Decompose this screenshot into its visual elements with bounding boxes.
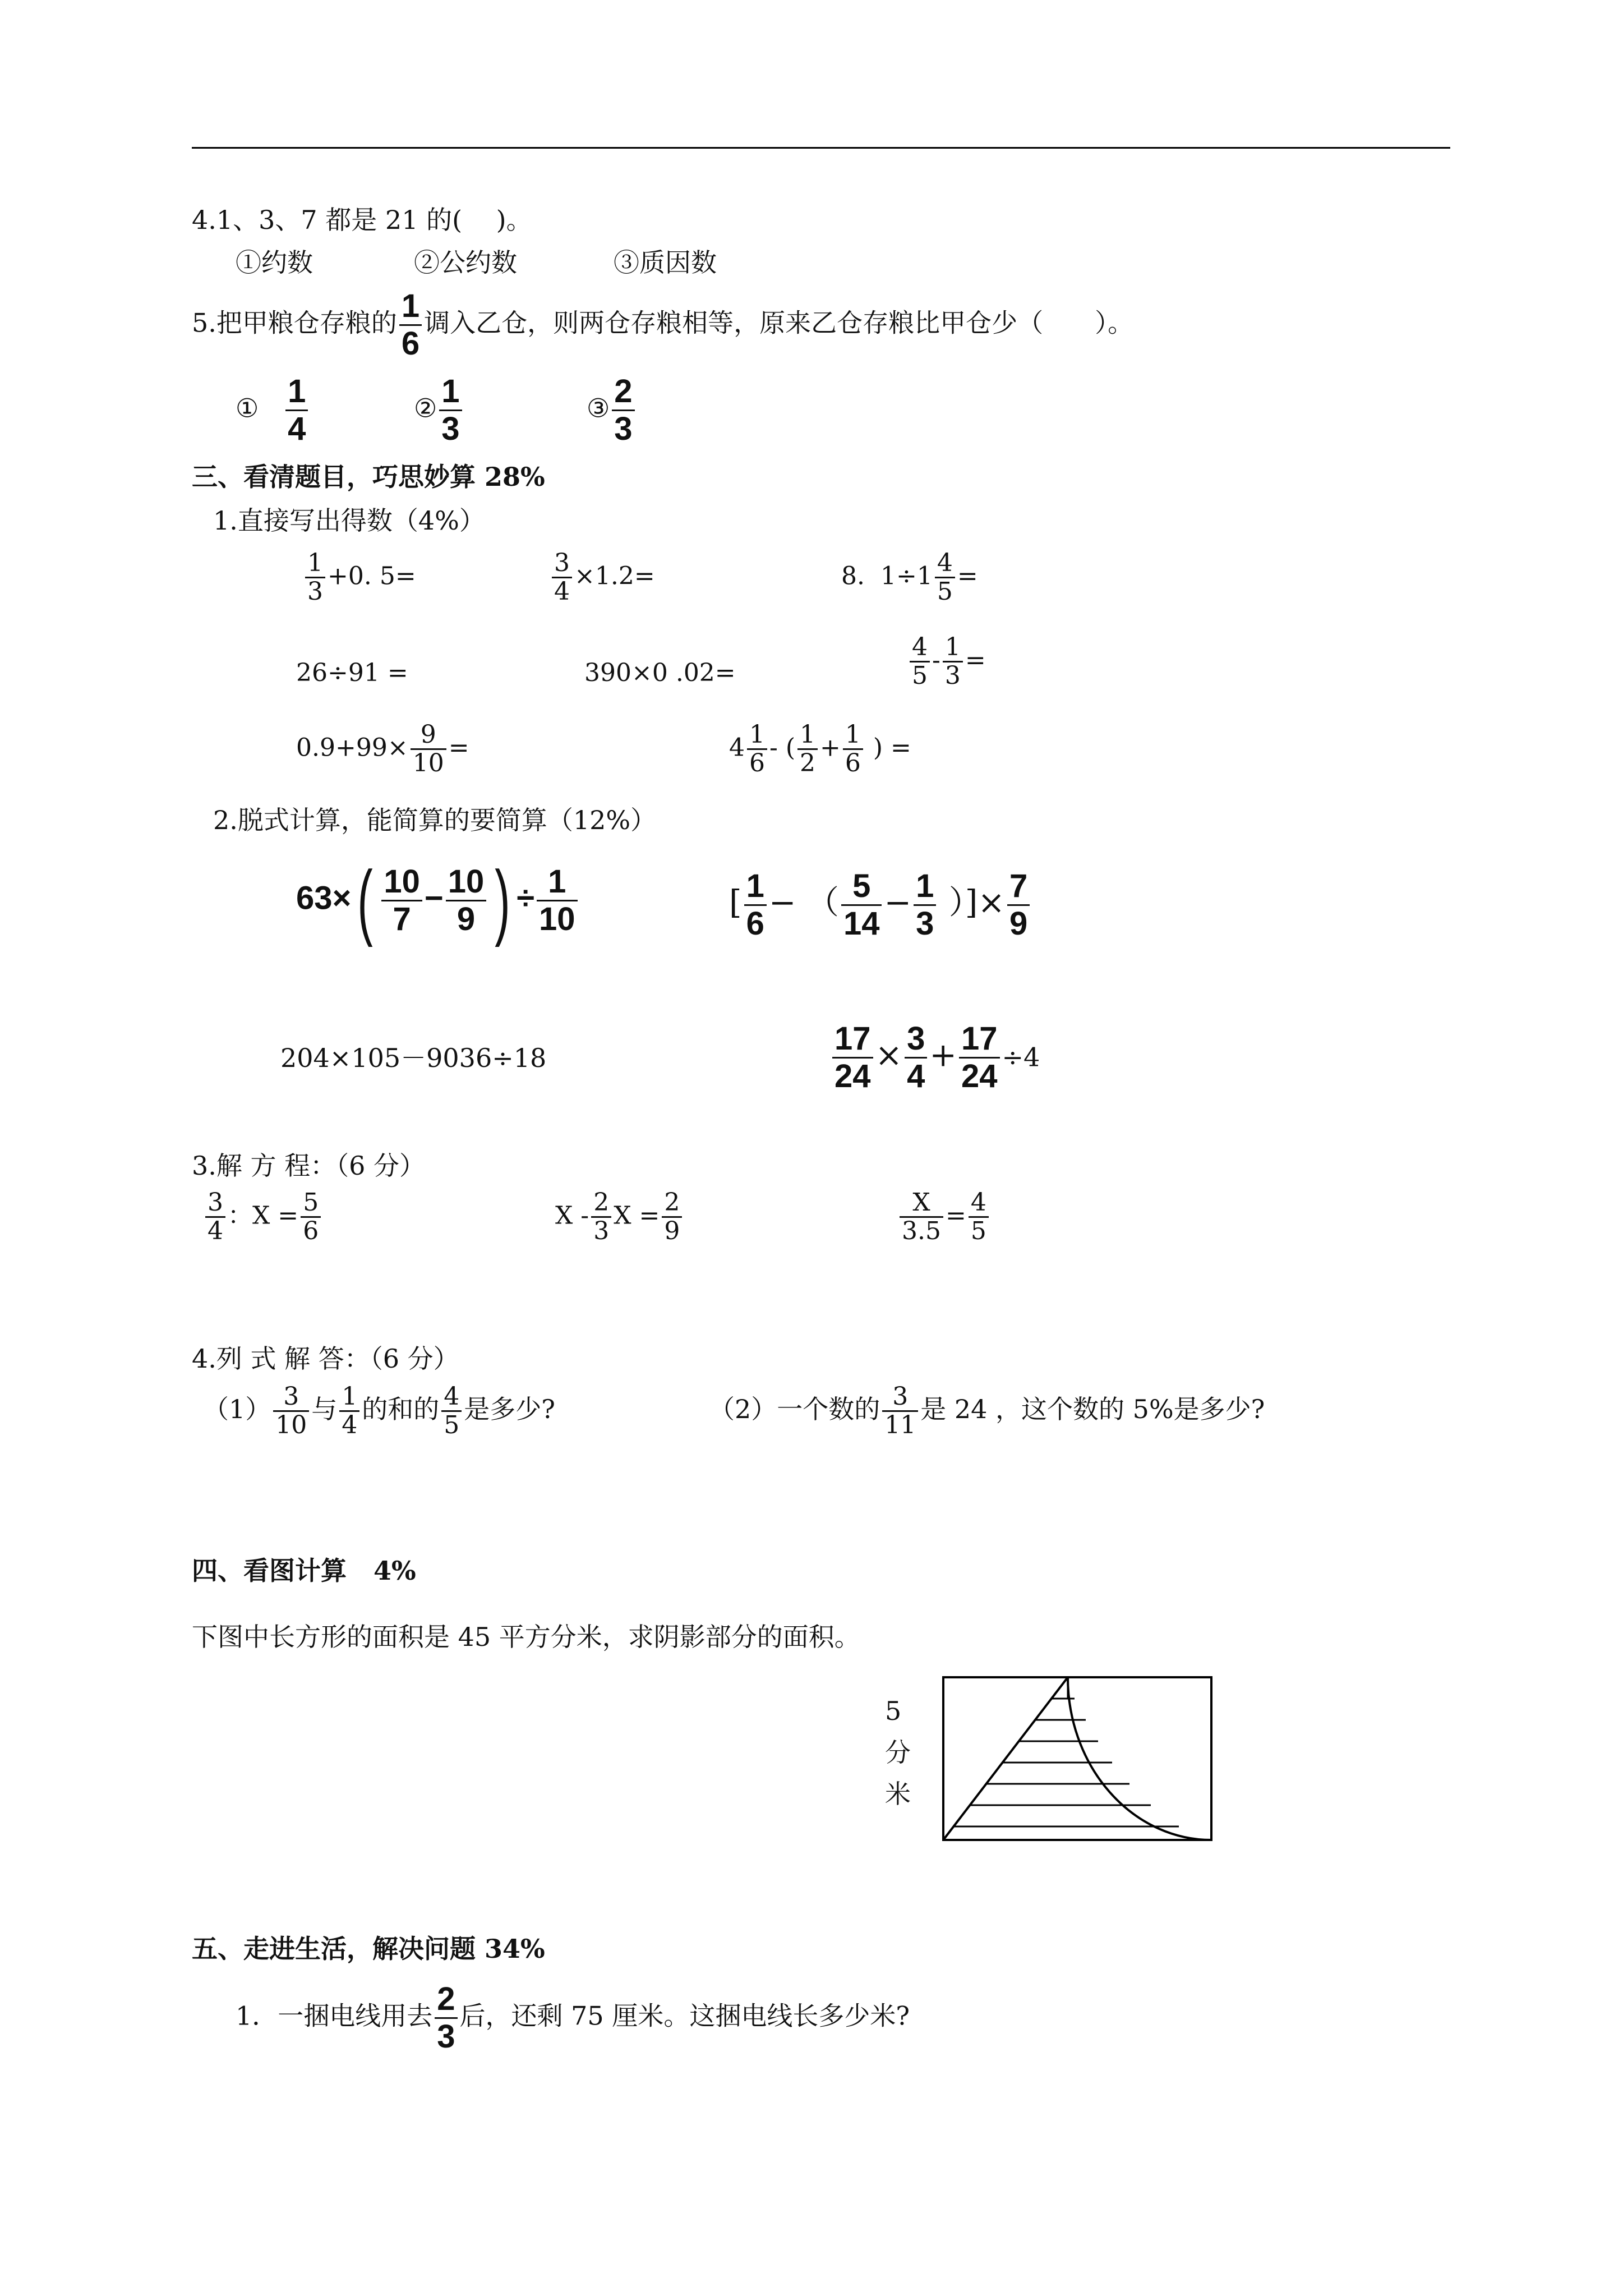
section-5-title: 五、走进生活，解决问题 34% bbox=[192, 1934, 545, 1964]
oral-calc-6: $\frac{4}{5}$ - $\frac{1}{3}$ = bbox=[907, 634, 986, 690]
q4-option-2: ②公约数 bbox=[414, 247, 517, 278]
equation-1: $\frac{3}{4}$ ：X = $\frac{5}{6}$ bbox=[203, 1189, 323, 1245]
figure-label-5: 5 bbox=[885, 1696, 902, 1726]
oral-calc-7: 0.9+99× $\frac{9}{10}$ = bbox=[296, 720, 469, 778]
step-calc-4: $\frac{17}{24}$ × $\frac{3}{4}$ + $\frac{17}{24}$ ÷4 bbox=[830, 1021, 1040, 1094]
quarter-arc bbox=[1068, 1677, 1211, 1840]
equation-2: X - $\frac{2}{3}$ X = $\frac{2}{9}$ bbox=[555, 1189, 684, 1245]
oral-calc-4: 26÷91 = bbox=[296, 659, 408, 687]
equation-3: $\frac{X}{3.5}$ = $\frac{4}{5}$ bbox=[897, 1189, 991, 1245]
q5-fraction: $\frac{1}{6}$ bbox=[399, 288, 422, 362]
figure-label-fen: 分 bbox=[885, 1737, 911, 1768]
shading-hatches bbox=[953, 1699, 1179, 1826]
triangle-edge bbox=[943, 1677, 1068, 1840]
s3-part3-title: 3.解 方 程：（6 分） bbox=[192, 1151, 426, 1181]
shaded-area-figure bbox=[942, 1676, 1217, 1856]
q5-option-2: ② $\frac{1}{3}$ bbox=[414, 374, 464, 447]
section-3-title: 三、看清题目，巧思妙算 28% bbox=[192, 462, 545, 492]
s3-part4-title: 4.列 式 解 答：（6 分） bbox=[192, 1343, 459, 1374]
oral-calc-3: 8. 1÷1 $\frac{4}{5}$ = bbox=[841, 549, 978, 606]
oral-calc-8: 4 $\frac{1}{6}$ - ( $\frac{1}{2}$ + $\frac{1}{6}$ ) = bbox=[729, 720, 911, 778]
step-calc-1: 63×( $\frac{10}{7}$ − $\frac{10}{9}$ ) ÷ $\frac{1}{10}$ bbox=[296, 858, 580, 942]
q4-option-1: ①约数 bbox=[236, 247, 313, 278]
step-calc-2: [ $\frac{1}{6}$ − （ $\frac{5}{14}$ − $\frac{1}{3}$ ）]× $\frac{7}{9}$ bbox=[729, 868, 1032, 942]
word-problem-2: （2）一个数的 $\frac{3}{11}$ 是 24 ，这个数的 5%是多少? bbox=[709, 1382, 1265, 1440]
q5-option-1: ① $\frac{1}{4}$ bbox=[236, 374, 310, 447]
word-problem-1: （1） $\frac{3}{10}$ 与 $\frac{1}{4}$ 的和的 $\frac{4}{5}$ 是多少? bbox=[203, 1382, 555, 1440]
oral-calc-5: 390×0 .02= bbox=[584, 659, 736, 687]
q5-pre: 5.把甲粮仓存粮的 bbox=[192, 307, 397, 338]
q5-post: 调入乙仓，则两仓存粮相等，原来乙仓存粮比甲仓少（ ）。 bbox=[424, 307, 1134, 338]
oral-calc-1: $\frac{1}{3}$ +0. 5= bbox=[303, 550, 416, 606]
q4-option-3: ③质因数 bbox=[614, 247, 717, 278]
section-4-text: 下图中长方形的面积是 45 平方分米，求阴影部分的面积。 bbox=[192, 1622, 860, 1652]
oral-calc-2: $\frac{3}{4}$ ×1.2= bbox=[550, 550, 655, 606]
rectangle-outline bbox=[943, 1677, 1211, 1840]
q5-option-3: ③ $\frac{2}{3}$ bbox=[587, 374, 637, 447]
section-4-title: 四、看图计算 4% bbox=[192, 1556, 416, 1586]
top-rule bbox=[192, 147, 1450, 149]
q4-text: 4.1、3、7 都是 21 的( )。 bbox=[192, 205, 532, 235]
q5-line bbox=[192, 288, 1133, 362]
figure-label-mi: 米 bbox=[885, 1779, 911, 1809]
s3-part2-title: 2.脱式计算，能简算的要简算（12%） bbox=[213, 805, 657, 835]
step-calc-3: 204×105－9036÷18 bbox=[280, 1043, 547, 1073]
life-problem-1: 1．一捆电线用去 $\frac{2}{3}$ 后，还剩 75 厘米。这捆电线长多少米? bbox=[236, 1981, 910, 2055]
s3-part1-title: 1.直接写出得数（4%） bbox=[213, 505, 485, 536]
